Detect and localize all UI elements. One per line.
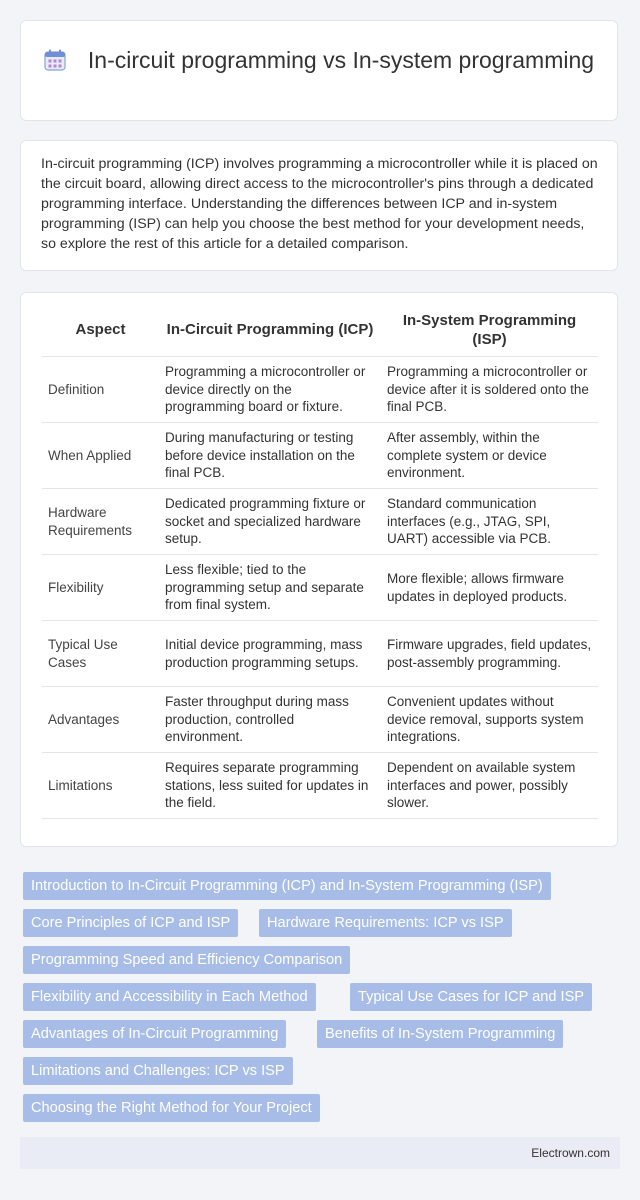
- table-row: [42, 555, 598, 621]
- header-aspect: Aspect: [42, 303, 159, 357]
- cell-isp: Dependent on available system interfaces and power, possibly slower.: [381, 753, 598, 819]
- topic-link[interactable]: Programming Speed and Efficiency Comparison: [23, 946, 350, 974]
- cell-icp: During manufacturing or testing before device installation on the final PCB.: [159, 423, 381, 489]
- calendar-icon: [44, 49, 66, 71]
- cell-isp: Standard communication interfaces (e.g., JTAG, SPI, UART) accessible via PCB.: [381, 489, 598, 555]
- table-row: [42, 357, 598, 423]
- cell-icp: Requires separate programming stations, less suited for updates in the field.: [159, 753, 381, 819]
- page-title: In-circuit programming vs In-system programming: [87, 47, 595, 73]
- header-icp: In-Circuit Programming (ICP): [159, 303, 381, 357]
- cell-icp: Programming a microcontroller or device directly on the programming board or fixture.: [159, 357, 381, 423]
- table-header-row: [42, 303, 598, 357]
- intro-card: [20, 140, 618, 271]
- cell-aspect: When Applied: [42, 423, 159, 489]
- comparison-card: [20, 292, 618, 847]
- title-card: [20, 20, 618, 121]
- table-row: [42, 687, 598, 753]
- topic-link[interactable]: Limitations and Challenges: ICP vs ISP: [23, 1057, 293, 1085]
- cell-aspect: Limitations: [42, 753, 159, 819]
- footer: [20, 1137, 620, 1169]
- cell-icp: Dedicated programming fixture or socket and specialized hardware setup.: [159, 489, 381, 555]
- table-row: [42, 423, 598, 489]
- topic-link[interactable]: Choosing the Right Method for Your Project: [23, 1094, 320, 1122]
- table-row: [42, 753, 598, 819]
- cell-aspect: Hardware Requirements: [42, 489, 159, 555]
- cell-isp: More flexible; allows firmware updates in deployed products.: [381, 555, 598, 621]
- topic-link[interactable]: Advantages of In-Circuit Programming: [23, 1020, 286, 1048]
- cell-isp: Firmware upgrades, field updates, post-assembly programming.: [381, 621, 598, 687]
- table-row: [42, 489, 598, 555]
- topic-link[interactable]: Core Principles of ICP and ISP: [23, 909, 238, 937]
- cell-icp: Initial device programming, mass production programming setups.: [159, 621, 381, 687]
- topic-link[interactable]: Benefits of In-System Programming: [317, 1020, 563, 1048]
- cell-aspect: Typical Use Cases: [42, 621, 159, 687]
- footer-source: Electrown.com: [531, 1146, 610, 1160]
- cell-isp: After assembly, within the complete system or device environment.: [381, 423, 598, 489]
- cell-icp: Faster throughput during mass production, controlled environment.: [159, 687, 381, 753]
- topic-link[interactable]: Typical Use Cases for ICP and ISP: [350, 983, 592, 1011]
- table-row: [42, 621, 598, 687]
- cell-aspect: Advantages: [42, 687, 159, 753]
- cell-aspect: Definition: [42, 357, 159, 423]
- page-title-wrap: [21, 45, 617, 75]
- topic-link[interactable]: Flexibility and Accessibility in Each Method: [23, 983, 316, 1011]
- cell-isp: Programming a microcontroller or device after it is soldered onto the final PCB.: [381, 357, 598, 423]
- comparison-table: [42, 303, 598, 819]
- intro-paragraph: In-circuit programming (ICP) involves programming a microcontroller while it is placed on the circuit board, allowing direct access to the microcontroller's pins through a dedicated programming interface. Understanding the differences between ICP and in-system programming (ISP) can help you choose the best method for your development needs, so explore the rest of this article for a detailed comparison.: [41, 156, 598, 252]
- header-isp: In-System Programming (ISP): [381, 303, 598, 357]
- topic-link[interactable]: Hardware Requirements: ICP vs ISP: [259, 909, 512, 937]
- topic-link[interactable]: Introduction to In-Circuit Programming (ICP) and In-System Programming (ISP): [23, 872, 551, 900]
- cell-icp: Less flexible; tied to the programming setup and separate from final system.: [159, 555, 381, 621]
- cell-isp: Convenient updates without device removal, supports system integrations.: [381, 687, 598, 753]
- cell-aspect: Flexibility: [42, 555, 159, 621]
